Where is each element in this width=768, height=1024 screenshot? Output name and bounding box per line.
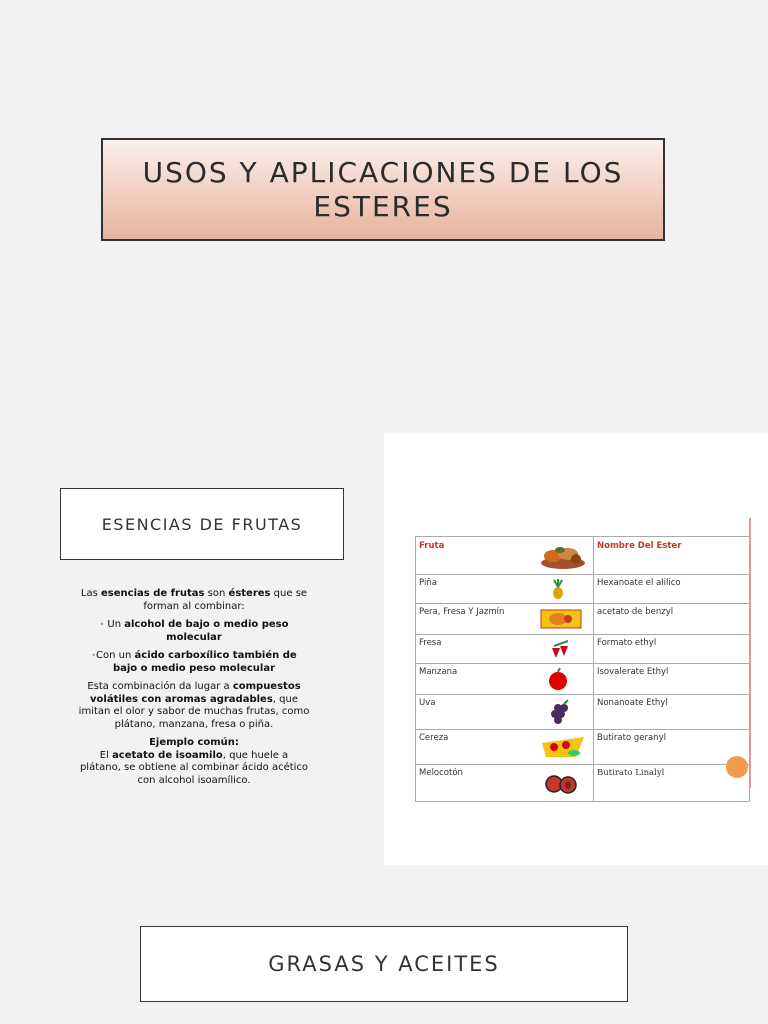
ester-name: acetato de benzyl	[594, 604, 750, 635]
intro-text-1: Las	[80, 588, 102, 599]
intro-paragraph	[78, 588, 310, 613]
bullet-dot-icon: •	[91, 651, 97, 660]
ester-name: Isovalerate Ethyl	[594, 664, 750, 695]
title-banner	[101, 138, 665, 241]
intro-text-2: son	[204, 588, 229, 599]
table-row	[416, 695, 750, 730]
combo-bold: compuestos volátiles con aromas agradables	[90, 681, 301, 705]
bullet-dot-icon: •	[99, 620, 105, 629]
fruit-name: Manzana	[416, 664, 536, 695]
header-fruit-basket-cell	[535, 537, 594, 575]
table-row	[416, 664, 750, 695]
fruit-icon-cell	[535, 730, 594, 765]
intro-bold-1: esencias de frutas	[101, 588, 205, 599]
bullet2-text: Con un	[96, 650, 135, 661]
bullet1-text: Un	[104, 619, 125, 630]
fruit-icon-cell	[535, 575, 594, 604]
cherry-icon	[538, 733, 588, 761]
table-row	[416, 604, 750, 635]
intro-bold-2: ésteres	[228, 588, 271, 599]
combo-text-2: , que imitan el olor y sabor de muchas frutas, como plátano, manzana, fresa o piña.	[78, 693, 310, 730]
table-row	[416, 730, 750, 765]
table-header-row	[416, 537, 750, 575]
pineapple-icon	[538, 578, 578, 600]
table-row	[416, 765, 750, 802]
peach-icon	[538, 768, 584, 798]
combo-text-1: Esta combinación da lugar a	[87, 681, 233, 692]
combination-paragraph	[78, 681, 310, 731]
header-ester: Nombre Del Ester	[594, 537, 750, 575]
page-title: USOS Y APLICACIONES DE LOS ESTERES	[142, 155, 624, 223]
bullet-alcohol	[78, 619, 310, 644]
section-heading-grasas-label: GRASAS Y ACEITES	[268, 952, 500, 976]
fruit-name: Melocotón	[416, 765, 536, 802]
strawberry-icon	[538, 638, 578, 660]
section-heading-esencias-label: ESENCIAS DE FRUTAS	[101, 514, 303, 534]
grape-icon	[538, 698, 578, 726]
section-heading-grasas	[140, 926, 628, 1002]
fruit-esters-table-image	[384, 433, 768, 865]
bullet-acido	[78, 650, 310, 675]
fruit-name: Piña	[416, 575, 536, 604]
intro-text-3: que se forman al combinar:	[143, 588, 308, 612]
ester-name: Nonanoate Ethyl	[594, 695, 750, 730]
fruit-icon-cell	[535, 695, 594, 730]
example-label: Ejemplo común:	[149, 737, 239, 748]
example-bold: acetato de isoamilo	[112, 749, 223, 761]
fruit-name: Uva	[416, 695, 536, 730]
example-text-1: El	[99, 749, 113, 761]
fruit-icon-cell	[535, 664, 594, 695]
fruit-basket-icon	[538, 541, 588, 571]
header-fruit: Fruta	[416, 537, 536, 575]
fruit-icon-cell	[535, 604, 594, 635]
ester-name: Hexanoate el alilico	[594, 575, 750, 604]
ester-name: Butirato Linalyl	[594, 765, 750, 802]
fruit-icon-cell	[535, 635, 594, 664]
ester-name: Formato ethyl	[594, 635, 750, 664]
apple-icon	[538, 667, 578, 691]
fruit-name: Cereza	[416, 730, 536, 765]
fruit-name: Fresa	[416, 635, 536, 664]
example-text-2: , que huele a plátano, se obtiene al combinar ácido acético con alcohol isoamílico.	[79, 749, 309, 786]
pear-icon	[538, 607, 583, 631]
fruit-esters-table	[415, 536, 750, 802]
table-row	[416, 635, 750, 664]
section-heading-esencias	[60, 488, 344, 560]
ester-name: Butirato geranyl	[594, 730, 750, 765]
orange-dot-decoration	[726, 756, 748, 778]
bullet2-bold: ácido carboxílico también de bajo o medio peso molecular	[112, 650, 297, 674]
fruit-name: Pera, Fresa Y Jazmín	[416, 604, 536, 635]
esencias-description	[78, 588, 310, 793]
table-row	[416, 575, 750, 604]
example-paragraph	[78, 737, 310, 787]
fruit-icon-cell	[535, 765, 594, 802]
bullet1-bold: alcohol de bajo o medio peso molecular	[124, 619, 289, 643]
